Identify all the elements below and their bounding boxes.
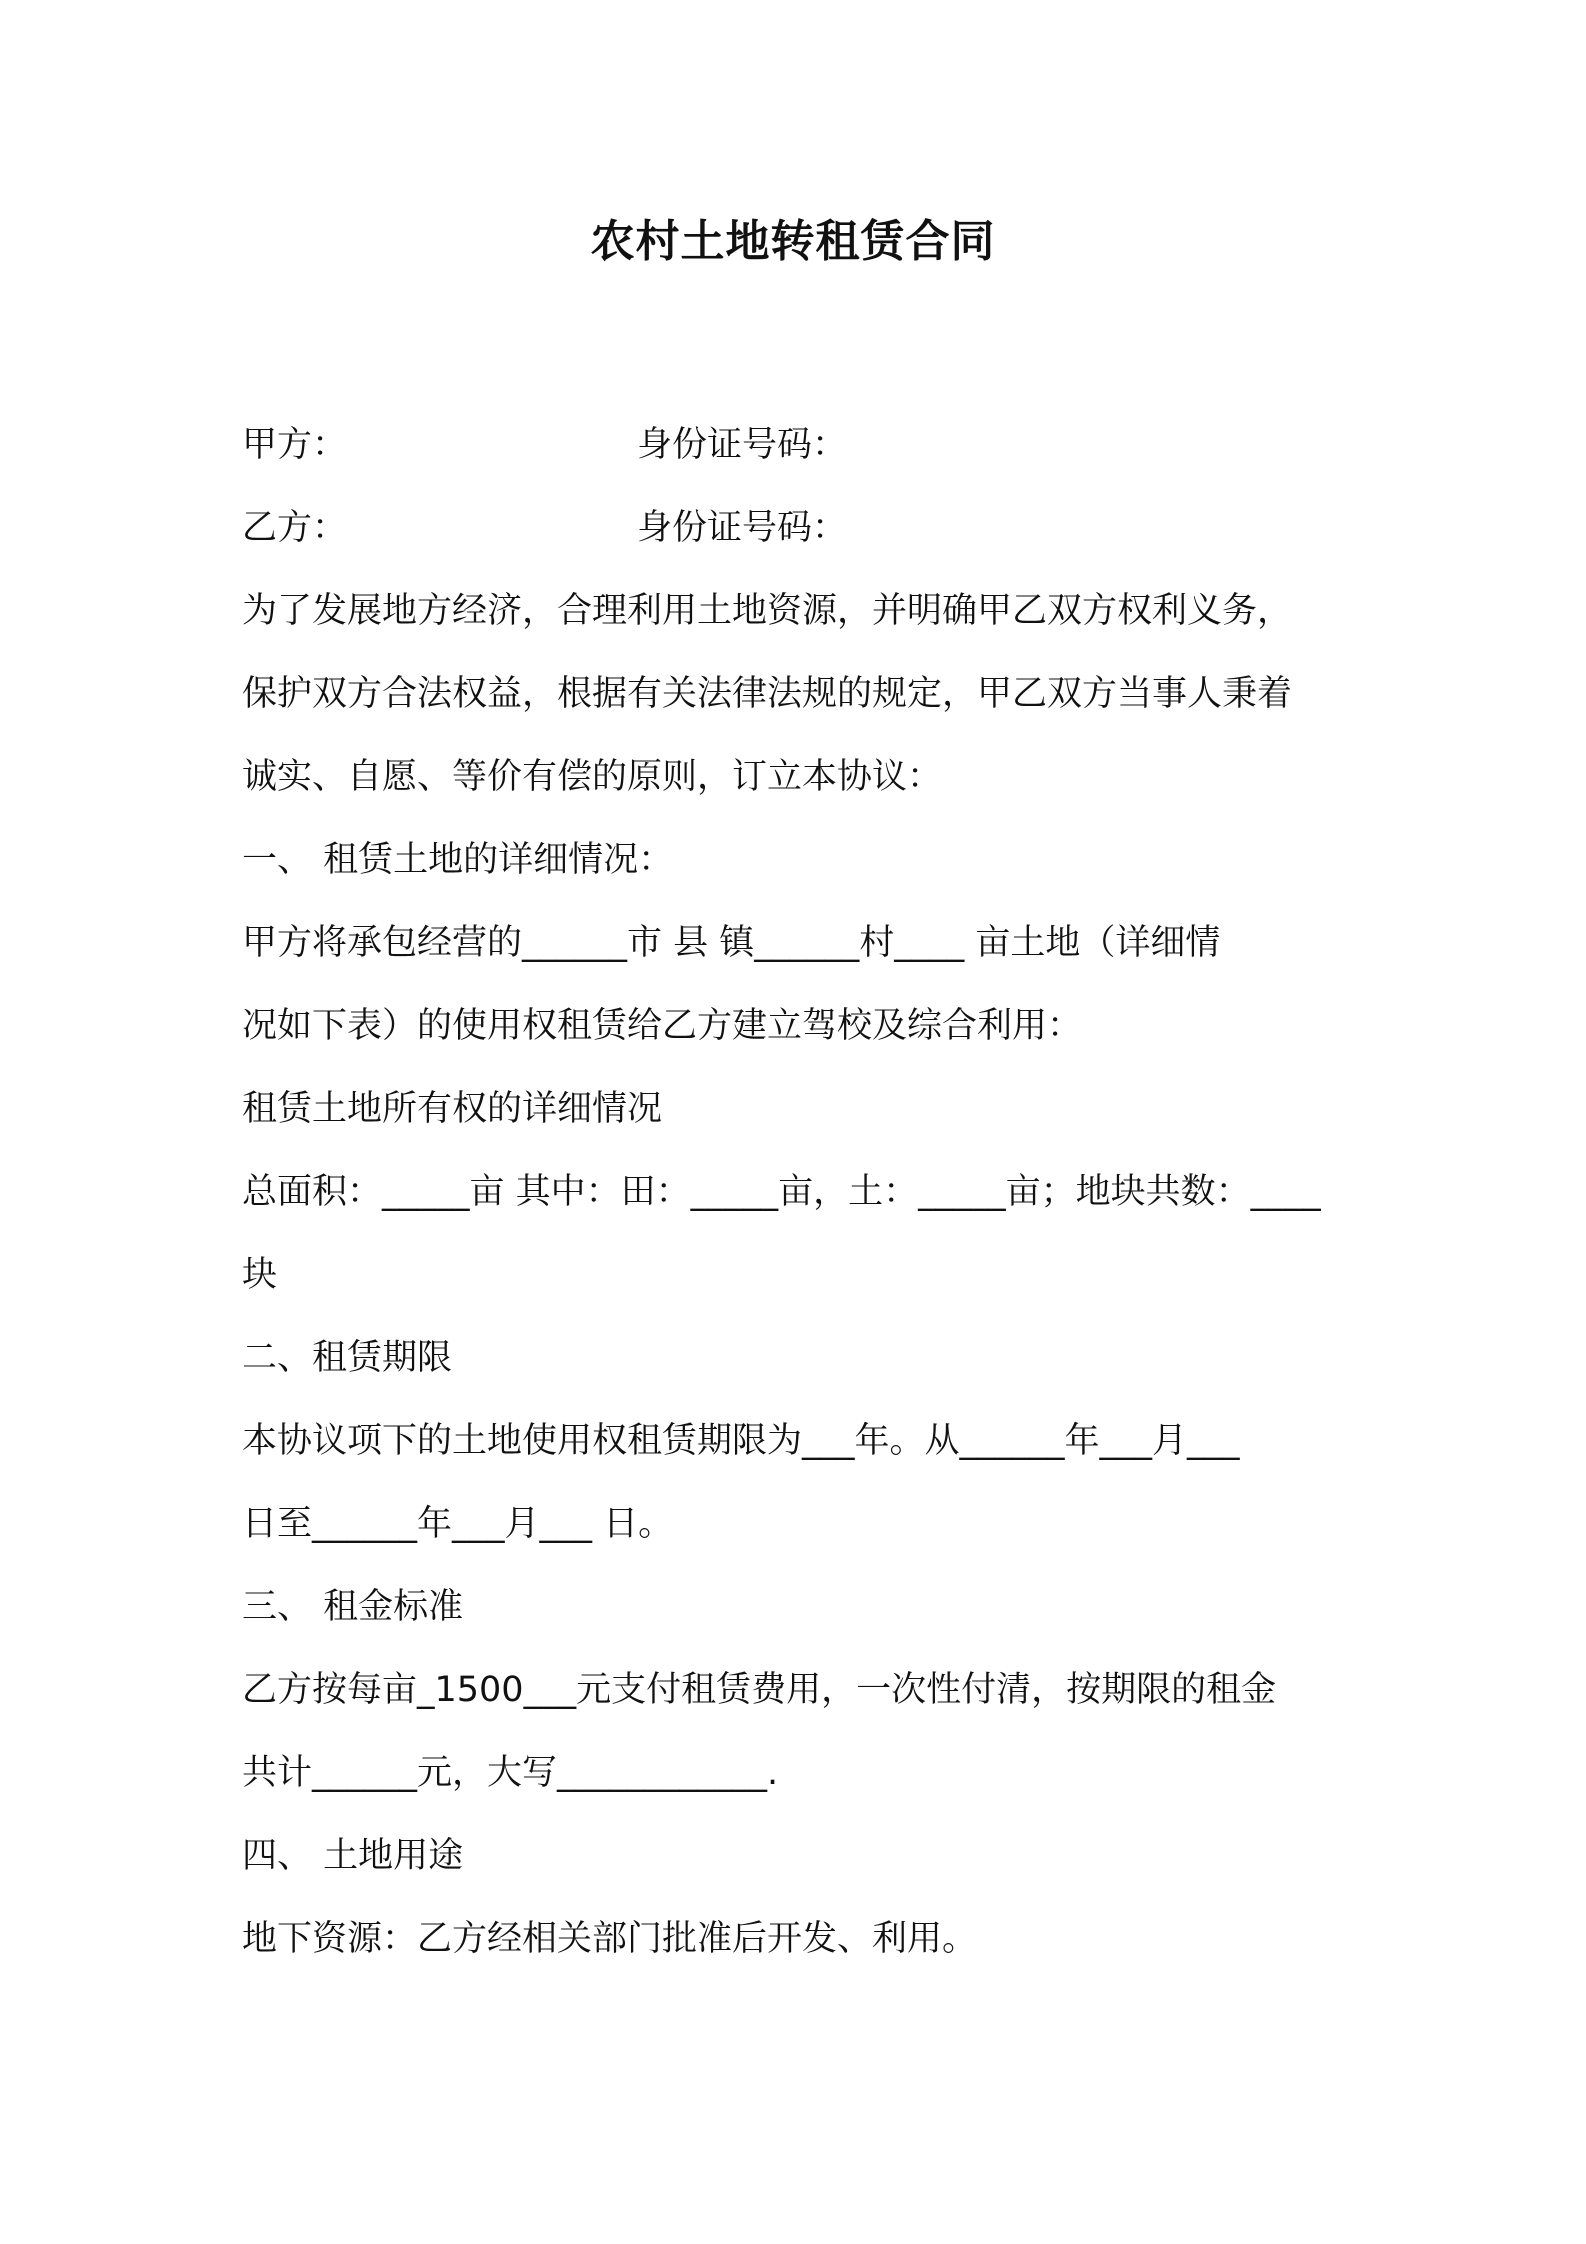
section-4-line-1: 地下资源：乙方经相关部门批准后开发、利用。 xyxy=(242,1919,978,1959)
section-3-line-2: 共计______元，大写____________. xyxy=(242,1753,779,1793)
party-b-id-label: 身份证号码： xyxy=(637,508,848,548)
preamble-line-1: 为了发展地方经济，合理利用土地资源，并明确甲乙双方权利义务， xyxy=(242,591,1293,631)
section-1-line-1: 甲方将承包经营的______市 县 镇______村____ 亩土地（详细情 xyxy=(242,923,1221,963)
section-2-line-2: 日至______年___月___ 日。 xyxy=(242,1504,674,1544)
section-1-line-3: 租赁土地所有权的详细情况 xyxy=(242,1089,663,1129)
party-a-row xyxy=(242,404,1354,487)
section-2-heading: 二、租赁期限 xyxy=(242,1338,453,1378)
document-body xyxy=(242,404,1354,1981)
section-1-line-2: 况如下表）的使用权租赁给乙方建立驾校及综合利用： xyxy=(242,1006,1083,1046)
section-3-line-1: 乙方按每亩_1500___元支付租赁费用，一次性付清，按期限的租金 xyxy=(242,1670,1277,1710)
preamble-line-2: 保护双方合法权益，根据有关法律法规的规定，甲乙双方当事人秉着 xyxy=(242,674,1293,714)
section-4-heading: 四、 土地用途 xyxy=(242,1836,464,1876)
party-b-row xyxy=(242,487,1354,570)
section-1-area-line: 总面积：_____亩 其中：田：_____亩，土：_____亩；地块共数：____ xyxy=(242,1172,1321,1212)
section-3-heading: 三、 租金标准 xyxy=(242,1587,464,1627)
party-b-label: 乙方： xyxy=(242,508,348,548)
section-1-heading: 一、 租赁土地的详细情况： xyxy=(242,840,674,880)
section-2-line-1: 本协议项下的土地使用权租赁期限为___年。从______年___月___ xyxy=(242,1421,1240,1461)
party-a-id-label: 身份证号码： xyxy=(637,425,848,465)
document-title: 农村土地转租赁合同 xyxy=(590,216,996,267)
section-1-area-unit: 块 xyxy=(242,1255,278,1295)
party-a-label: 甲方： xyxy=(242,425,348,465)
preamble-line-3: 诚实、自愿、等价有偿的原则，订立本协议： xyxy=(242,757,943,797)
